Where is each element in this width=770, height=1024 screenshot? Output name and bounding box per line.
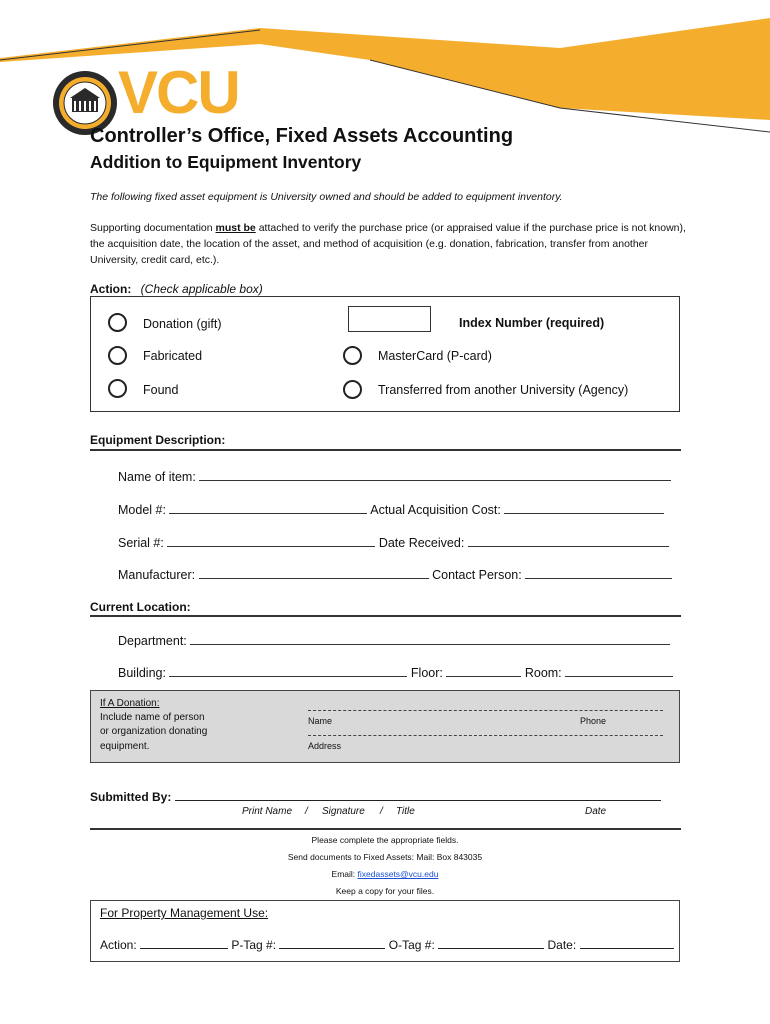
footer-email-link[interactable]: fixedassets@vcu.edu [357,869,439,879]
location-rule [90,615,681,617]
donation-line-2: or organization donating [100,726,208,737]
pm-otag-label: O-Tag #: [388,938,435,952]
footer-email-label: Email: [331,869,358,879]
page-subtitle: Addition to Equipment Inventory [90,152,362,172]
pm-date-label: Date: [547,938,577,952]
intro-text-a: Supporting documentation [90,222,216,234]
name-of-item-label: Name of item: [118,470,196,484]
caption-signature: Signature [322,806,365,817]
submitted-label: Submitted By: [90,790,172,804]
option-donation: Donation (gift) [143,317,222,331]
model-label: Model #: [118,503,166,517]
location-heading: Current Location: [90,600,191,614]
submitted-rule [90,828,681,830]
room-field[interactable] [565,665,673,677]
donation-checkbox[interactable] [108,313,127,332]
option-found: Found [143,383,179,397]
date-received-field[interactable] [468,535,669,547]
page-title: Controller’s Office, Fixed Assets Accounting [90,125,514,147]
manufacturer-label: Manufacturer: [118,568,196,582]
pm-ptag-field[interactable] [279,936,385,949]
floor-label: Floor: [410,666,443,680]
fabricated-checkbox[interactable] [108,346,127,365]
submitted-row [90,788,661,804]
cost-label: Actual Acquisition Cost: [370,503,501,517]
serial-field[interactable] [167,535,375,547]
option-mastercard: MasterCard (P-card) [378,349,492,363]
model-field[interactable] [169,502,367,514]
donation-line-3: equipment. [100,741,150,752]
footer-line-4: Keep a copy for your files. [335,886,435,896]
donor-name-caption: Name [308,716,333,726]
department-row [118,633,670,648]
serial-row [118,535,669,550]
building-label: Building: [118,666,166,680]
name-of-item-row [118,469,671,484]
submitted-field[interactable] [175,788,661,801]
action-label [90,282,263,296]
pm-otag-field[interactable] [438,936,544,949]
footer-email-row [0,869,770,879]
intro-paragraph [90,220,690,268]
pm-date-field[interactable] [580,936,674,949]
action-title: Action: [90,282,132,296]
building-field[interactable] [169,665,407,677]
donor-name-phone-field[interactable] [308,708,663,711]
floor-field[interactable] [446,665,521,677]
intro-text-b: attached to verify the purchase price (or appraised value if the purchase price is not known), the acquisition date, the location of the asset, and method of acquisition (e.g. donation, fabrication, transfer from another University, credit card, etc.). [90,222,686,266]
room-label: Room: [524,666,562,680]
pm-action-field[interactable] [140,936,228,949]
cost-field[interactable] [504,502,664,514]
serial-label: Serial #: [118,536,164,550]
donor-phone-caption: Phone [580,716,607,726]
caption-date: Date [585,806,607,817]
donor-address-field[interactable] [308,733,663,736]
model-row [118,502,664,517]
department-label: Department: [118,634,187,648]
manufacturer-field[interactable] [199,567,429,579]
equipment-heading: Equipment Description: [90,433,226,447]
option-transferred: Transferred from another University (Agency) [378,383,629,397]
property-title: For Property Management Use: [100,906,269,920]
index-number-label: Index Number (required) [459,316,605,330]
department-field[interactable] [190,633,670,645]
manufacturer-row [118,567,672,582]
intro-italic: The following fixed asset equipment is University owned and should be added to equipment inventory. [90,191,563,203]
caption-print-name: Print Name [242,806,293,817]
contact-field[interactable] [525,567,672,579]
caption-title: Title [396,806,415,817]
contact-label: Contact Person: [432,568,522,582]
footer-line-1: Please complete the appropriate fields. [311,835,459,845]
donor-address-caption: Address [308,741,342,751]
building-row [118,665,673,680]
mastercard-checkbox[interactable] [343,346,362,365]
found-checkbox[interactable] [108,379,127,398]
action-hint: (Check applicable box) [140,282,263,296]
pm-action-label: Action: [100,938,137,952]
date-received-label: Date Received: [378,536,465,550]
vcu-logo-text: VCU [118,59,239,126]
donation-line-1: Include name of person [100,712,205,723]
pm-ptag-label: P-Tag #: [231,938,277,952]
footer-line-2: Send documents to Fixed Assets: Mail: Box 843035 [287,852,483,862]
caption-slash-1: / [305,806,308,817]
equipment-rule [90,449,681,451]
caption-slash-2: / [380,806,383,817]
property-row [100,936,674,952]
intro-must-be: must be [215,222,256,234]
option-fabricated: Fabricated [143,349,203,363]
transferred-checkbox[interactable] [343,380,362,399]
index-number-input[interactable] [348,306,431,332]
name-of-item-field[interactable] [199,469,671,481]
donation-title: If A Donation: [100,698,160,709]
